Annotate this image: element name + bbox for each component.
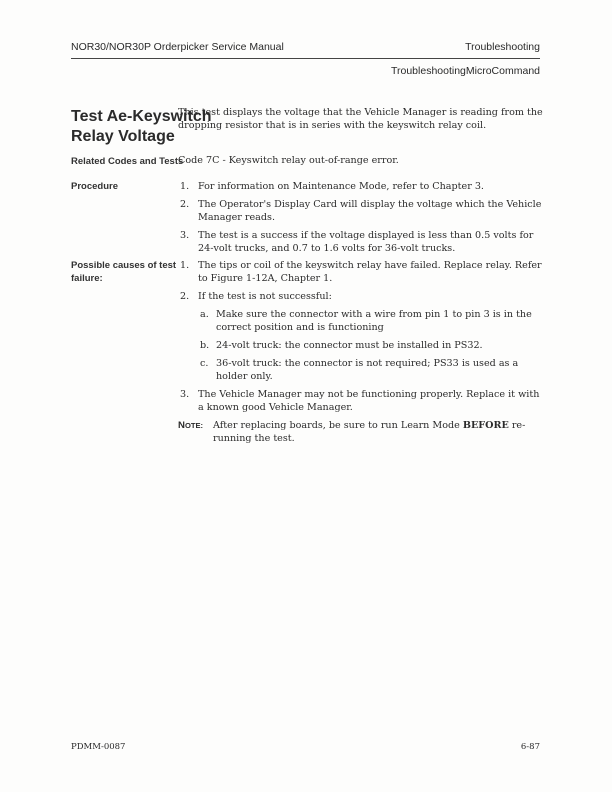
note-label: NOTE: xyxy=(178,420,204,431)
related-codes-label: Related Codes and Tests xyxy=(71,156,184,167)
section-title-line2: Relay Voltage xyxy=(71,128,175,145)
related-codes-text: Code 7C - Keyswitch relay out-of-range error. xyxy=(178,155,399,166)
procedure-list xyxy=(178,180,548,260)
cause-subitem: a. Make sure the connector with a wire from pin 1 to pin 3 is in the correct position and is functioning xyxy=(200,309,532,333)
section-title-line1: Test Ae-Keyswitch xyxy=(71,108,212,125)
running-header-chapter: Troubleshooting xyxy=(465,41,540,53)
footer-doc-number: PDMM-0087 xyxy=(71,742,126,752)
running-header-title: NOR30/NOR30P Orderpicker Service Manual xyxy=(71,41,284,53)
note: NOTE: After replacing boards, be sure to run Learn Mode BEFORE re-running the test. xyxy=(178,420,526,444)
header-divider xyxy=(71,58,540,59)
causes-list xyxy=(178,259,548,445)
footer-page-number: 6-87 xyxy=(520,742,540,752)
cause-subitem: b. 24-volt truck: the connector must be installed in PS32. xyxy=(200,340,483,351)
section-intro: This test displays the voltage that the Vehicle Manager is reading from the dropping resistor that is in series with the keyswitch relay coil. xyxy=(178,107,543,131)
cause-item: 3. The Vehicle Manager may not be functioning properly. Replace it with a known good Vehicle Manager. xyxy=(180,389,540,413)
procedure-step: 2. The Operator's Display Card will display the voltage which the Vehicle Manager reads. xyxy=(180,199,542,223)
procedure-step: 3. The test is a success if the voltage displayed is less than 0.5 volts for 24-volt trucks, and 0.7 to 1.6 volts for 36-volt trucks. xyxy=(180,230,534,254)
procedure-label: Procedure xyxy=(71,181,118,192)
causes-label: Possible causes of test failure: xyxy=(71,260,177,284)
note-emphasis: BEFORE xyxy=(462,420,509,431)
cause-subitem: c. 36-volt truck: the connector is not required; PS33 is used as a holder only. xyxy=(200,358,519,382)
running-header-subsection: TroubleshootingMicroCommand xyxy=(390,65,540,77)
procedure-step: 1. For information on Maintenance Mode, refer to Chapter 3. xyxy=(180,181,484,192)
cause-item: 1. The tips or coil of the keyswitch relay have failed. Replace relay. Refer to Figure 1-12A, Chapter 1. xyxy=(180,260,542,284)
cause-item: 2. If the test is not successful: xyxy=(180,291,332,302)
